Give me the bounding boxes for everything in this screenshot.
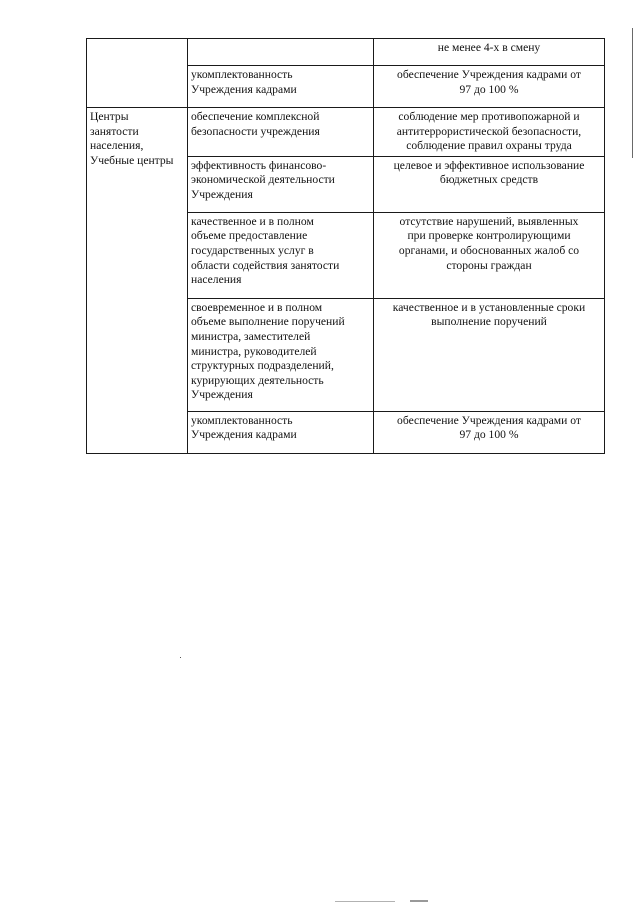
- category-cell: Центры занятости населения, Учебные центры: [87, 108, 188, 454]
- scan-bottom-mark: [335, 901, 395, 902]
- indicator-cell: отсутствие нарушений, выявленных при проверке контролирующими органами, и обоснованных жалоб со стороны граждан: [374, 212, 605, 298]
- table-row: [87, 39, 605, 66]
- criteria-table: [86, 38, 605, 454]
- indicator-cell: обеспечение Учреждения кадрами от 97 до 100 %: [374, 66, 605, 108]
- indicator-cell: соблюдение мер противопожарной и антитеррористической безопасности, соблюдение правил охраны труда: [374, 108, 605, 157]
- indicator-cell: не менее 4-х в смену: [374, 39, 605, 66]
- indicator-cell: качественное и в установленные сроки выполнение поручений: [374, 298, 605, 411]
- criterion-cell: укомплектованность Учреждения кадрами: [188, 411, 374, 453]
- criterion-cell: укомплектованность Учреждения кадрами: [188, 66, 374, 108]
- scan-edge-mark: [632, 28, 633, 158]
- criterion-cell: своевременное и в полном объеме выполнение поручений министра, заместителей министра, руководителей структурных подразделений, курирующих деятельность Учреждения: [188, 298, 374, 411]
- category-cell: [87, 39, 188, 108]
- criterion-cell: обеспечение комплексной безопасности учреждения: [188, 108, 374, 157]
- criterion-cell: качественное и в полном объеме предоставление государственных услуг в области содействия занятости населения: [188, 212, 374, 298]
- scan-speck: [180, 657, 181, 658]
- table-row: [87, 108, 605, 157]
- criterion-cell: [188, 39, 374, 66]
- criterion-cell: эффективность финансово- экономической деятельности Учреждения: [188, 156, 374, 212]
- scan-bottom-mark: [410, 900, 428, 902]
- indicator-cell: обеспечение Учреждения кадрами от 97 до 100 %: [374, 411, 605, 453]
- indicator-cell: целевое и эффективное использование бюджетных средств: [374, 156, 605, 212]
